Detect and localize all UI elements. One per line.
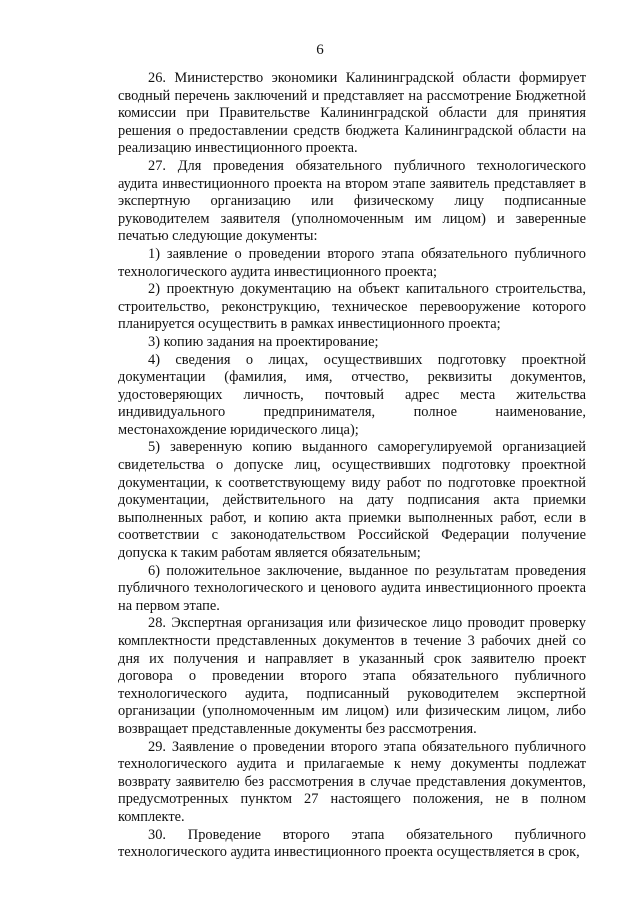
list-item-2: 2) проектную документацию на объект капитального строительства, строительство, реконструкцию, техническое перевооружение которого планируется осуществить в рамках инвестиционного проекта; xyxy=(118,281,586,333)
list-item-4: 4) сведения о лицах, осуществивших подготовку проектной документации (фамилия, имя, отчество, реквизиты документов, удостоверяющих личность, почтовый адрес места жительства индивидуального предпринимателя, полное наименование, местонахождение юридического лица); xyxy=(118,351,586,438)
paragraph-30: 30. Проведение второго этапа обязательного публичного технологического аудита инвестиционного проекта осуществляется в срок, xyxy=(118,826,586,861)
paragraph-27: 27. Для проведения обязательного публичного технологического аудита инвестиционного проекта на втором этапе заявитель представляет в экспертную организацию или физическому лицу подписанные руководителем заявителя (уполномоченным им лицом) и заверенные печатью следующие документы: xyxy=(118,157,586,245)
list-item-1: 1) заявление о проведении второго этапа обязательного публичного технологического аудита инвестиционного проекта; xyxy=(118,245,586,280)
list-item-6: 6) положительное заключение, выданное по результатам проведения публичного технологического и ценового аудита инвестиционного проекта на первом этапе. xyxy=(118,562,586,614)
paragraph-29: 29. Заявление о проведении второго этапа обязательного публичного технологического аудита и прилагаемые к нему документы подлежат возврату заявителю без рассмотрения в случае представления документов, предусмотренных пунктом 27 настоящего положения, не в полном комплекте. xyxy=(118,738,586,825)
list-item-3: 3) копию задания на проектирование; xyxy=(148,333,379,350)
list-item-5: 5) заверенную копию выданного саморегулируемой организацией свидетельства о допуске лиц, осуществивших подготовку проектной документации, к соответствующему виду работ по подготовке проектной документации, действительного на дату подписания акта приемки выполненных работ, и копию акта приемки выполненных работ, если в соответствии с законодательством Российской Федерации получение допуска к таким работам является обязательным; xyxy=(118,439,586,562)
page-number: 6 xyxy=(316,42,324,58)
document-body xyxy=(118,70,586,862)
paragraph-26: 26. Министерство экономики Калининградской области формирует сводный перечень заключений и представляет на рассмотрение Бюджетной комиссии при Правительстве Калининградской области для принятия решения о предоставлении средств бюджета Калининградской области на реализацию инвестиционного проекта. xyxy=(118,70,586,157)
paragraph-28: 28. Экспертная организация или физическое лицо проводит проверку комплектности представленных документов в течение 3 рабочих дней со дня их получения и направляет в указанный срок заявителю проект договора о проведении второго этапа обязательного публичного технологического аудита, подписанный руководителем экспертной организации (уполномоченным им лицом) или физическим лицом, либо возвращает представленные документы без рассмотрения. xyxy=(118,615,586,737)
